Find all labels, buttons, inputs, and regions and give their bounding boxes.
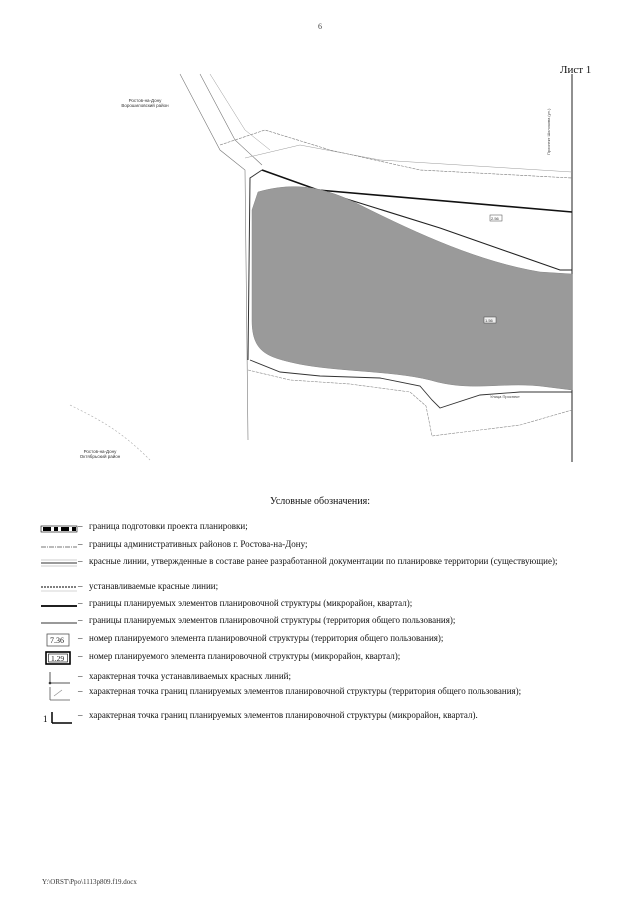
legend-text: номер планируемого элемента планировочной структуры (территория общего пользования);	[89, 633, 444, 643]
admin-boundary	[220, 130, 572, 178]
water-body	[252, 187, 572, 390]
new-red-line-icon	[40, 581, 78, 597]
red-line-point-icon	[40, 671, 78, 687]
svg-text:7.36: 7.36	[50, 636, 64, 645]
district-label-top: Ростов-на-Дону Ворошиловский район	[121, 98, 169, 108]
legend-text: устанавливаемые красные линии;	[89, 581, 219, 591]
block-boundary-icon	[40, 598, 78, 614]
legend-text: характерная точка устанавливаемых красных линий;	[89, 671, 291, 681]
legend-text: красные линии, утвержденные в составе ранее разработанной документации по планировке территории (существующие);	[89, 556, 558, 566]
road-edge	[245, 145, 572, 172]
legend-text: характерная точка границ планируемых элементов планировочной структуры (микрорайон, квартал).	[89, 710, 478, 720]
file-path: Y:\ORST\Ppo\1113p809.f19.docx	[42, 878, 137, 886]
existing-red-line-icon	[40, 556, 78, 572]
block-point-icon	[40, 710, 78, 726]
public-point-icon	[40, 686, 78, 702]
water-number-label: 1.56	[485, 318, 493, 323]
legend-text: номер планируемого элемента планировочной структуры (микрорайон, квартал);	[89, 651, 401, 661]
street-label-bottom: Улица Проспект	[490, 394, 520, 399]
legend-title: Условные обозначения:	[269, 496, 370, 507]
page-number: 6	[318, 22, 322, 31]
legend-text: границы планируемых элементов планировочной структуры (территория общего пользования);	[89, 615, 456, 625]
public-number-icon	[40, 633, 78, 649]
svg-text:1.29: 1.29	[51, 654, 65, 663]
block-number-icon	[40, 651, 78, 667]
zone-number-label: 2.56	[491, 216, 499, 221]
public-boundary-icon	[40, 615, 78, 631]
sheet-label: Лист 1	[560, 64, 592, 76]
street-label-right: Проспект Шолохова (ул.)	[546, 108, 551, 155]
legend-text: характерная точка границ планируемых элементов планировочной структуры (территория общего пользования);	[89, 686, 522, 696]
district-label-bottom: Ростов-на-Дону Октябрьский район	[79, 449, 121, 459]
planning-boundary-icon	[40, 521, 78, 537]
admin-boundary-icon	[40, 539, 78, 555]
legend-text: границы планируемых элементов планировочной структуры (микрорайон, квартал);	[89, 598, 413, 608]
road-edge	[180, 74, 248, 440]
legend-text: граница подготовки проекта планировки;	[89, 521, 248, 531]
svg-text:1: 1	[43, 714, 48, 724]
legend-text: границы административных районов г. Ростова-на-Дону;	[89, 539, 308, 549]
road-edge	[200, 74, 262, 165]
